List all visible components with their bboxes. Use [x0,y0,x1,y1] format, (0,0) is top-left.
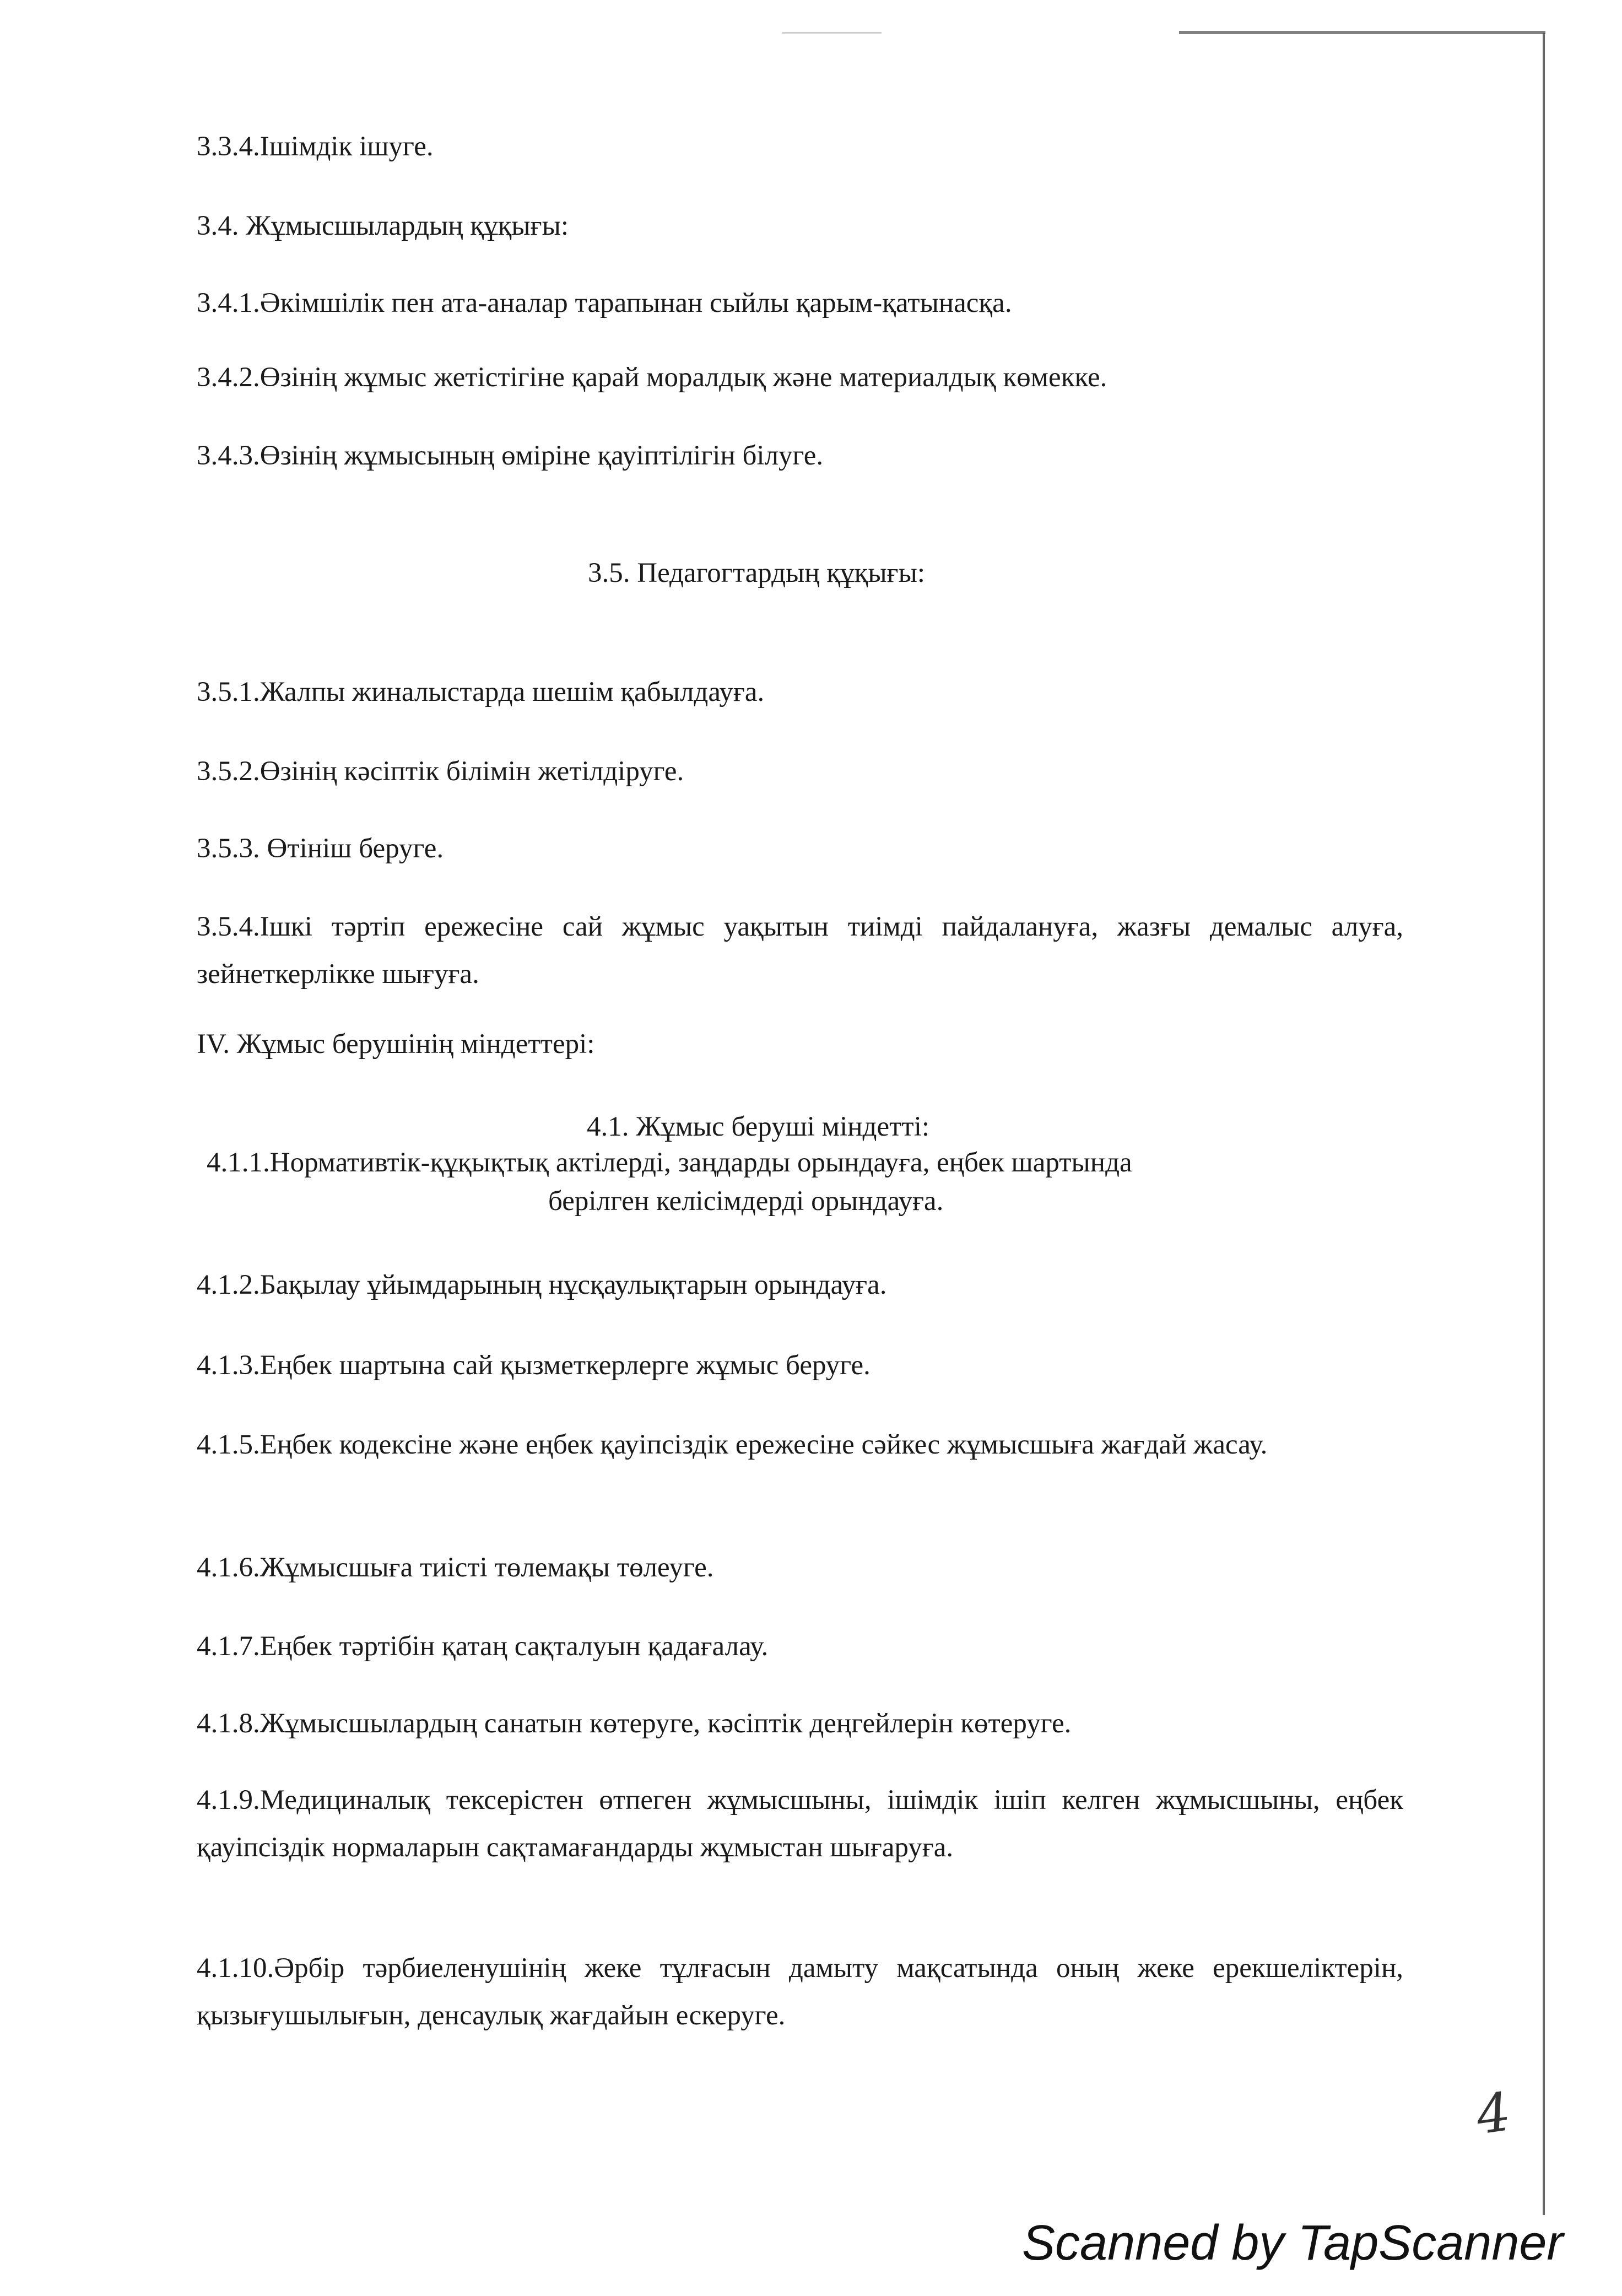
item-4-1-1-line2: берілген келісімдерді орындауға. [548,1186,944,1217]
scan-artifact-right-edge [1543,33,1545,2215]
item-4-1-7: 4.1.7.Еңбек тәртібін қатаң сақталуын қадағалау. [197,1631,769,1662]
item-4-1-3: 4.1.3.Еңбек шартына сай қызметкерлерге жұмыс беруге. [197,1350,871,1381]
item-3-4-2: 3.4.2.Өзінің жұмыс жетістігіне қарай моралдық және материалдық көмекке. [197,362,1107,393]
item-3-5-3: 3.5.3. Өтініш беруге. [197,833,444,864]
item-4-1-1-line1: 4.1.1.Нормативтік-құқықтық актілерді, заңдарды орындауға, еңбек шартында [207,1147,1132,1178]
handwritten-page-number: 4 [1472,2081,1515,2147]
heading-3-4: 3.4. Жұмысшылардың құқығы: [197,210,569,241]
scan-artifact-dash [782,32,882,34]
scan-artifact-top-rule [1179,31,1545,34]
heading-4-1: 4.1. Жұмыс беруші міндетті: [587,1111,930,1142]
item-3-5-1: 3.5.1.Жалпы жиналыстарда шешім қабылдауға. [197,677,765,707]
item-4-1-8: 4.1.8.Жұмысшылардың санатын көтеруге, кәсіптік деңгейлерін көтеруге. [197,1708,1072,1739]
item-4-1-6: 4.1.6.Жұмысшыға тиісті төлемақы төлеуге. [197,1552,714,1583]
item-4-1-9: 4.1.9.Медициналық тексерістен өтпеген жұмысшыны, ішімдік ішіп келген жұмысшыны, еңбек қауіпсіздік нормаларын сақтамағандарды жұмыстан шығаруға. [197,1785,1403,1863]
heading-3-5: 3.5. Педагогтардың құқығы: [588,558,925,588]
item-3-5-2: 3.5.2.Өзінің кәсіптік білімін жетілдіруге. [197,756,684,787]
scanner-watermark: Scanned by TapScanner [1022,2216,1564,2271]
item-4-1-5: 4.1.5.Еңбек кодексіне және еңбек қауіпсіздік ережесіне сәйкес жұмысшыға жағдай жасау. [197,1429,1268,1460]
heading-iv: IV. Жұмыс берушінің міндеттері: [197,1029,595,1060]
item-4-1-2: 4.1.2.Бақылау ұйымдарының нұсқаулықтарын орындауға. [197,1269,887,1300]
item-3-3-4: 3.3.4.Ішімдік ішуге. [197,131,434,162]
item-3-5-4: 3.5.4.Ішкі тәртіп ережесіне сай жұмыс уақытын тиімді пайдалануға, жазғы демалыс алуға, зейнеткерлікке шығуға. [197,911,1403,990]
item-3-4-1: 3.4.1.Әкімшілік пен ата-аналар тарапынан сыйлы қарым-қатынасқа. [197,288,1012,318]
item-3-4-3: 3.4.3.Өзінің жұмысының өміріне қауіптілігін білуге. [197,440,824,471]
item-4-1-10: 4.1.10.Әрбір тәрбиеленушінің жеке тұлғасын дамыту мақсатында оның жеке ерекшеліктерін, қызығушылығын, денсаулық жағдайын ескеруге. [197,1953,1403,2031]
